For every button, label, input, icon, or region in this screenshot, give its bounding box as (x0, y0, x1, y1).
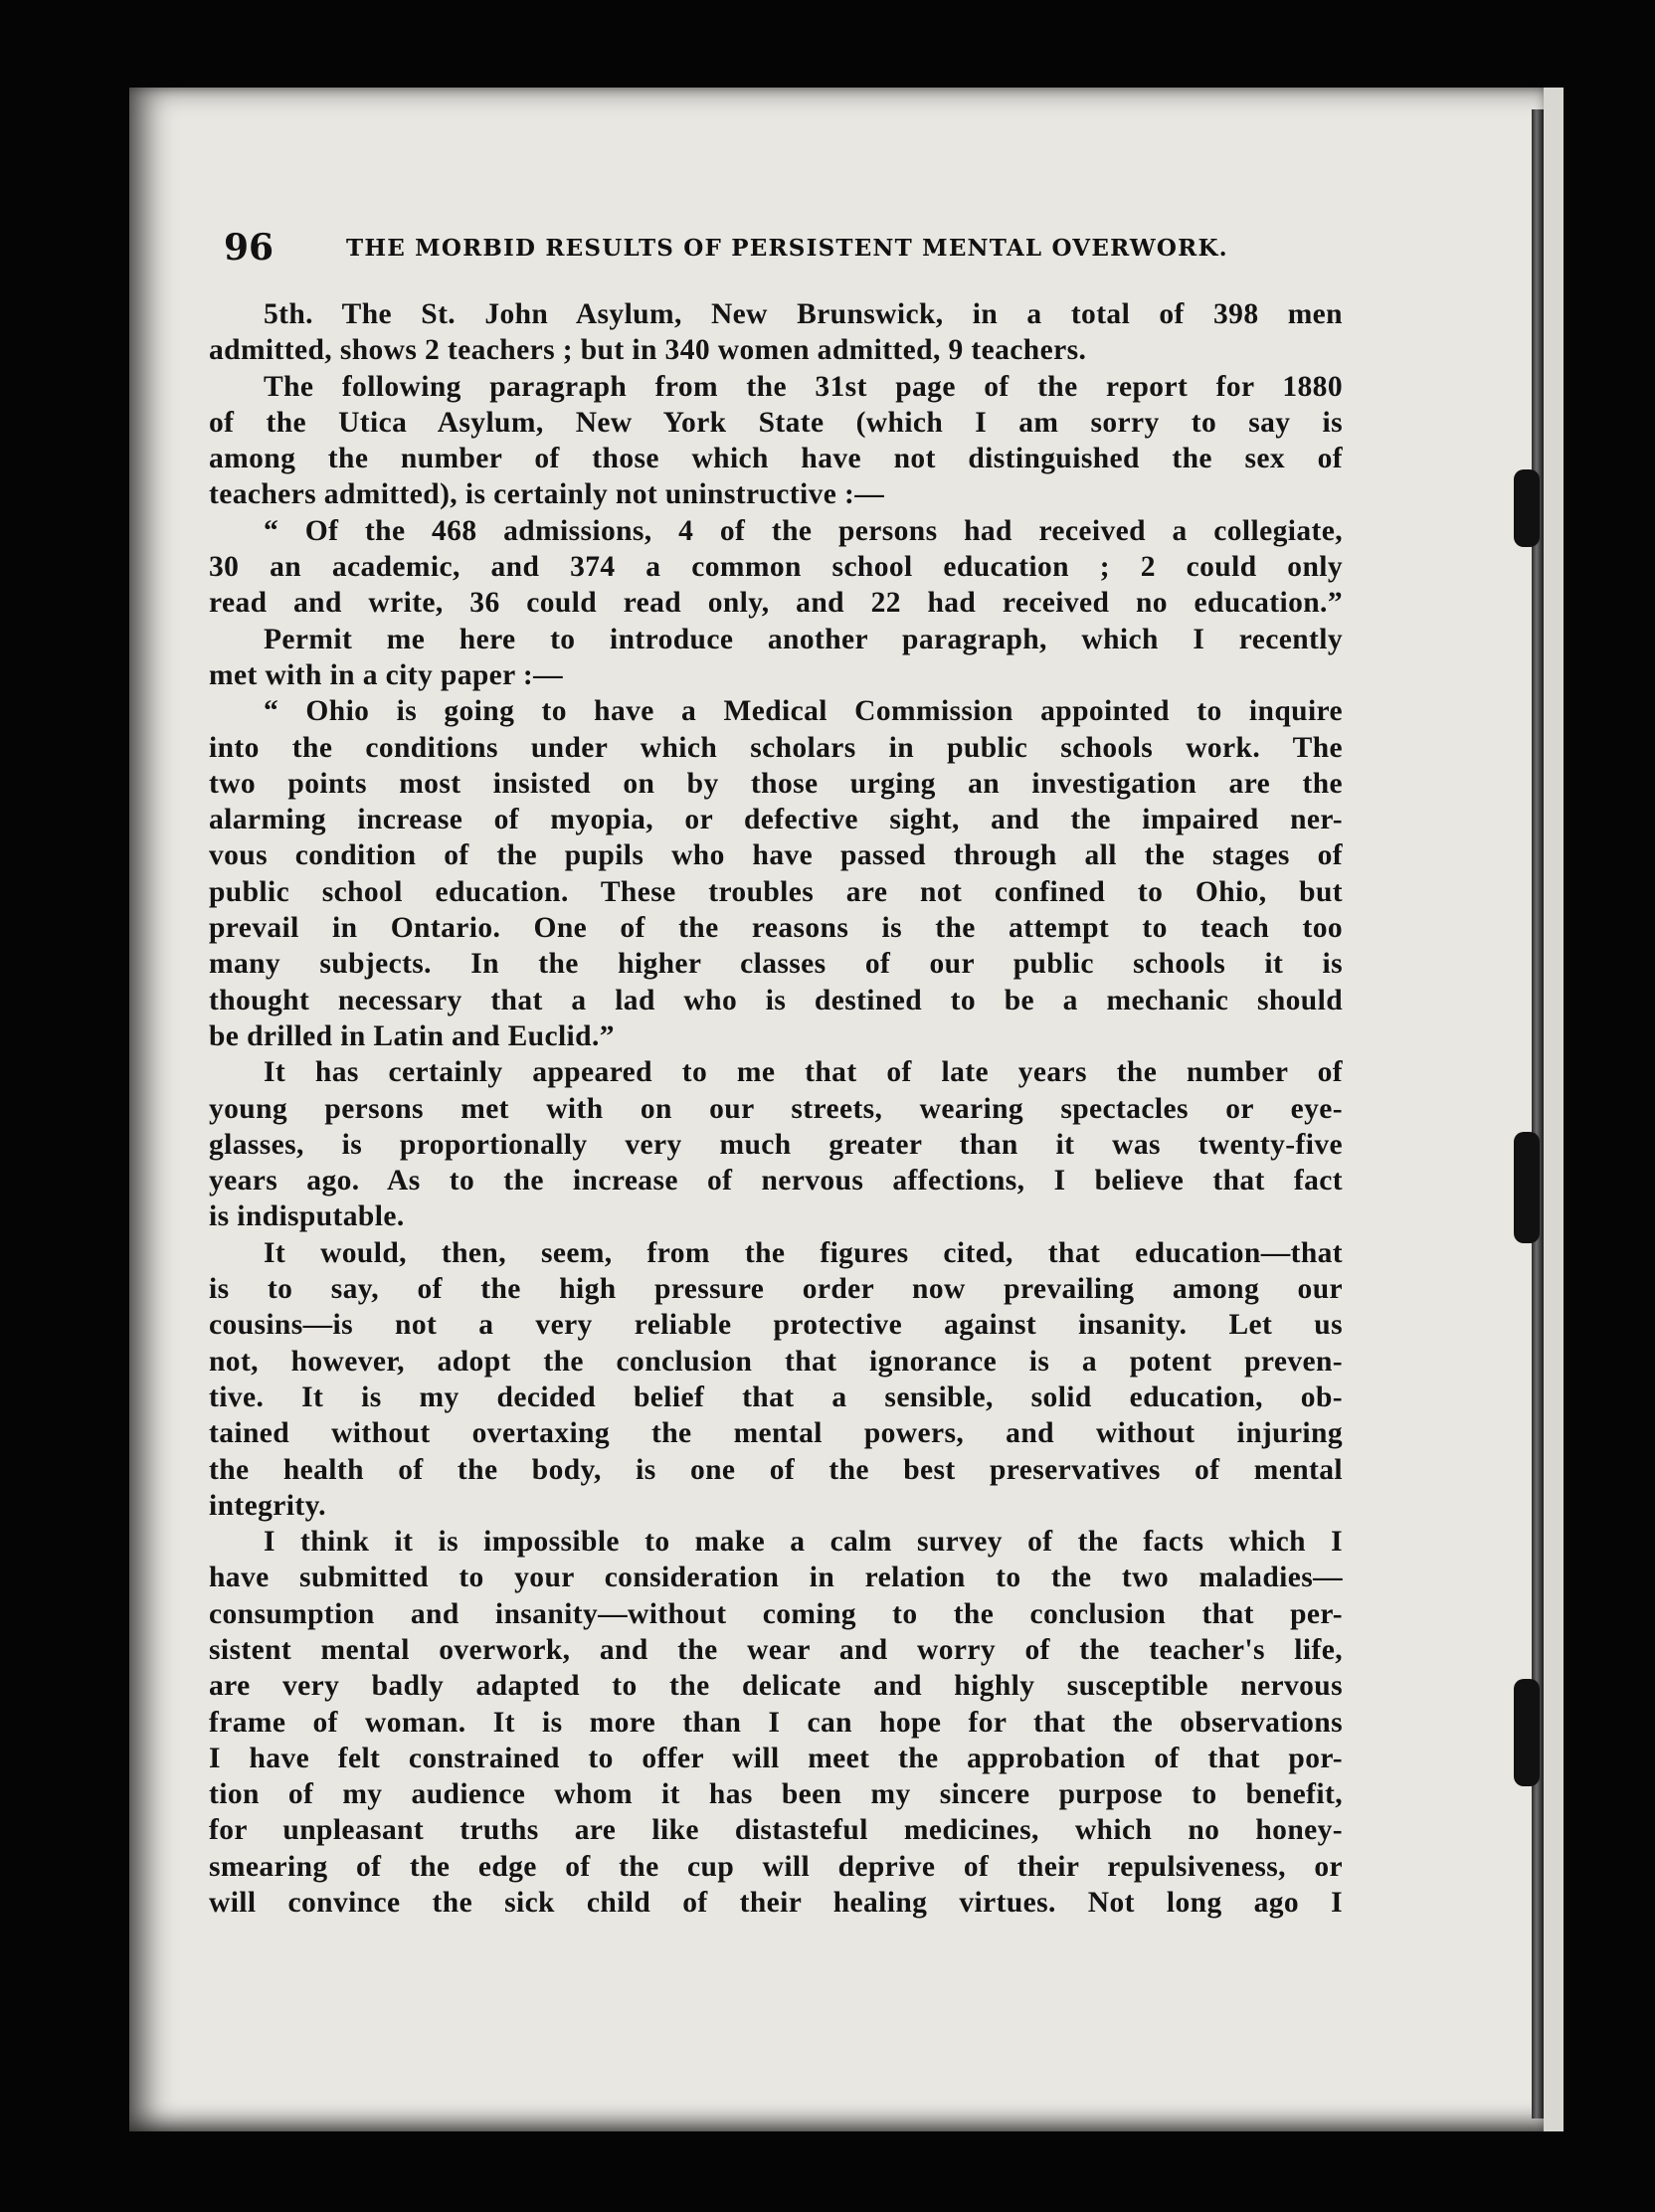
text-line: young persons met with on our streets, wearing spectacles or eye- (209, 1092, 1343, 1125)
text-line: read and write, 36 could read only, and 22 had received no education.” (209, 587, 1343, 620)
text-line: tained without overtaxing the mental powers, and without injuring (209, 1417, 1343, 1450)
text-line: teachers admitted), is certainly not uninstructive :— (209, 478, 885, 511)
text-line: The following paragraph from the 31st page of the report for 1880 (264, 370, 1343, 403)
page-number: 96 (224, 227, 275, 269)
text-line: into the conditions under which scholars in public schools work. The (209, 731, 1343, 764)
text-line: will convince the sick child of their healing virtues. Not long ago I (209, 1887, 1343, 1920)
text-line: are very badly adapted to the delicate and highly susceptible nervous (209, 1670, 1343, 1703)
text-line: many subjects. In the higher classes of our public schools it is (209, 948, 1343, 981)
text-line: “ Of the 468 admissions, 4 of the persons had received a collegiate, (264, 514, 1343, 547)
text-line: sistent mental overwork, and the wear and worry of the teacher's life, (209, 1633, 1343, 1666)
text-line: public school education. These troubles are not confined to Ohio, but (209, 875, 1343, 908)
text-line: 5th. The St. John Asylum, New Brunswick, in a total of 398 men (264, 298, 1343, 330)
text-line: alarming increase of myopia, or defective sight, and the impaired ner- (209, 804, 1343, 836)
binding-thread (1514, 1132, 1540, 1243)
text-line: tion of my audience whom it has been my sincere purpose to benefit, (209, 1778, 1343, 1811)
text-line: thought necessary that a lad who is destined to be a mechanic should (209, 984, 1343, 1016)
text-line: frame of woman. It is more than I can hope for that the observations (209, 1706, 1343, 1739)
text-line: among the number of those which have not distinguished the sex of (209, 443, 1343, 475)
text-line: consumption and insanity—without coming to the conclusion that per- (209, 1597, 1343, 1630)
binding-thread (1514, 1679, 1540, 1786)
text-line: the health of the body, is one of the best preservatives of mental (209, 1453, 1343, 1486)
text-line: two points most insisted on by those urging an investigation are the (209, 767, 1343, 800)
text-line: 30 an academic, and 374 a common school education ; 2 could only (209, 551, 1343, 584)
text-line: It would, then, seem, from the figures cited, that education—that (264, 1236, 1343, 1269)
text-line: cousins—is not a very reliable protective against insanity. Let us (209, 1309, 1343, 1342)
text-line: have submitted to your consideration in relation to the two maladies— (209, 1562, 1343, 1594)
book-gutter (1532, 109, 1544, 2119)
text-line: prevail in Ontario. One of the reasons is the attempt to teach too (209, 912, 1343, 945)
text-line: of the Utica Asylum, New York State (which I am sorry to say is (209, 406, 1343, 439)
text-line: not, however, adopt the conclusion that ignorance is a potent preven- (209, 1345, 1343, 1378)
body-text (209, 296, 1343, 1921)
text-line: I think it is impossible to make a calm survey of the facts which I (264, 1526, 1343, 1559)
text-line: be drilled in Latin and Euclid.” (209, 1019, 615, 1052)
binding-thread (1514, 469, 1540, 547)
text-line: is indisputable. (209, 1200, 405, 1233)
text-line: admitted, shows 2 teachers ; but in 340 women admitted, 9 teachers. (209, 334, 1087, 367)
text-line: years ago. As to the increase of nervous affections, I believe that fact (209, 1165, 1343, 1198)
text-line: vous condition of the pupils who have passed through all the stages of (209, 839, 1343, 872)
text-line: tive. It is my decided belief that a sensible, solid education, ob- (209, 1381, 1343, 1413)
text-line: for unpleasant truths are like distasteful medicines, which no honey- (209, 1814, 1343, 1847)
running-title: THE MORBID RESULTS OF PERSISTENT MENTAL OVERWORK. (346, 235, 1228, 262)
text-line: met with in a city paper :— (209, 658, 564, 691)
text-line: “ Ohio is going to have a Medical Commission appointed to inquire (264, 695, 1343, 728)
facing-page-edge (1544, 88, 1563, 2131)
text-line: integrity. (209, 1489, 326, 1522)
text-line: I have felt constrained to offer will meet the approbation of that por- (209, 1742, 1343, 1774)
text-line: Permit me here to introduce another paragraph, which I recently (264, 623, 1343, 655)
text-line: is to say, of the high pressure order now prevailing among our (209, 1273, 1343, 1306)
text-line: It has certainly appeared to me that of late years the number of (264, 1056, 1343, 1089)
text-line: smearing of the edge of the cup will deprive of their repulsiveness, or (209, 1850, 1343, 1883)
text-line: glasses, is proportionally very much greater than it was twenty-five (209, 1128, 1343, 1161)
